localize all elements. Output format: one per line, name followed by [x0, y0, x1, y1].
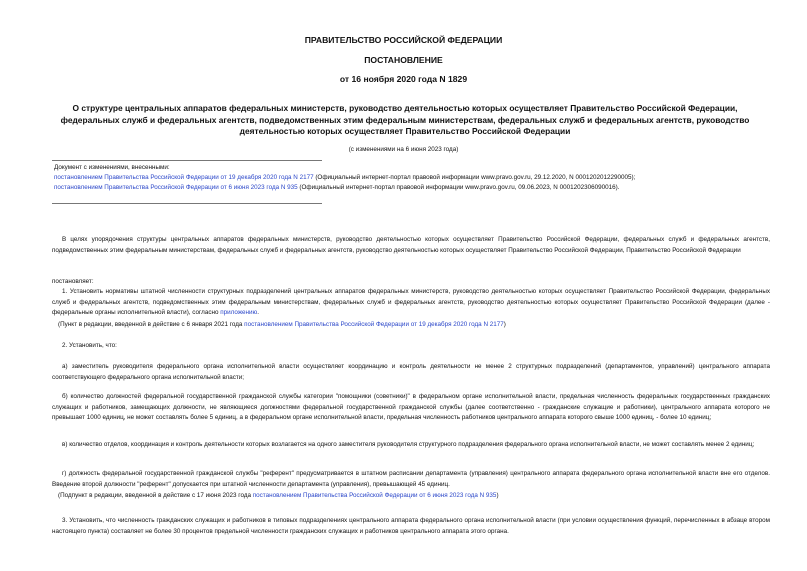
as-of-note: (с изменениями на 6 июня 2023 года) — [348, 146, 459, 153]
changes-item-1-text: (Официальный интернет-портал правовой информации www.pravo.gov.ru, 29.12.2020, N 0001202012290005); — [313, 174, 636, 181]
paragraph-2g-note-end: ) — [496, 492, 499, 499]
changes-item-2 — [54, 183, 774, 193]
paragraph-1-note-text: (Пункт в редакции, введенной в действие с 6 января 2021 года — [58, 321, 245, 328]
divider-top — [52, 160, 322, 161]
changes-item-1 — [54, 173, 774, 183]
paragraph-intro: В целях упорядочения структуры центральных аппаратов федеральных министерств, руководство деятельностью которых осуществляет Правительство Российской Федерации, федеральных служб и федеральных агентств, подведомственных этим федеральным министерствам, федеральных служб и федеральных агентств, руководство деятельностью которых осуществляет Правительство Российской Федерации, Правительство Российской Федерации — [52, 236, 770, 254]
paragraph-1-text: 1. Установить нормативы штатной численности структурных подразделений центральных аппаратов федеральных министерств, руководство деятельностью которых осуществляет Правительство Российской Федерации, федеральных служб и федеральных агентств, подведомственных этим федеральным министерствам, федеральных служб и федеральных агентств, руководство деятельностью которых осуществляет Правительство Российской Федерации (далее - федеральные органы исполнительной власти), согласно — [52, 288, 770, 316]
changes-item-2-link[interactable]: постановлением Правительства Российской Федерации от 6 июня 2023 года N 935 — [54, 184, 298, 191]
paragraph-2g: г) должность федеральной государственной гражданской службы "референт" предусматривается в штатном расписании департамента (управления) центрального аппарата федерального органа исполнительной власти вне его отделов. Введение второй должности "референт" допускается при штатной численности департамента (управления), превышающей 45 единиц. — [52, 470, 770, 488]
changes-item-2-text: (Официальный интернет-портал правовой информации www.pravo.gov.ru, 09.06.2023, N 0001202306090016). — [297, 184, 620, 191]
changes-item-1-link[interactable]: постановлением Правительства Российской Федерации от 19 декабря 2020 года N 2177 — [54, 174, 314, 181]
changes-intro: Документ с изменениями, внесенными: — [54, 164, 170, 171]
paragraph-postanovlyaet: постановляет: — [52, 278, 94, 285]
paragraph-2g-note-text: (Подпункт в редакции, введенной в действие с 17 июня 2023 года — [58, 492, 253, 499]
paragraph-1-note-end: ) — [503, 321, 506, 328]
paragraph-2g-note-link[interactable]: постановлением Правительства Российской Федерации от 6 июня 2023 года N 935 — [252, 492, 497, 499]
paragraph-1 — [52, 287, 770, 319]
government-heading: ПРАВИТЕЛЬСТВО РОССИЙСКОЙ ФЕДЕРАЦИИ — [304, 35, 503, 45]
paragraph-2: 2. Установить, что: — [62, 342, 117, 349]
paragraph-2a: а) заместитель руководителя федерального органа исполнительной власти осуществляет координацию и контроль деятельности не менее 2 структурных подразделений (департаментов, управлений) центрального аппарата соответствующего федерального органа исполнительной власти; — [52, 363, 770, 381]
appendix-link[interactable]: приложению — [220, 309, 258, 316]
paragraph-1-end: . — [257, 309, 260, 316]
paragraph-2g-note — [52, 491, 770, 502]
paragraph-2b: б) количество должностей федеральной государственной гражданской службы категории "помощники (советники)" в федеральном органе исполнительной власти, предельная численность федеральных государственных гражданских служащих и работников, замещающих должности, не являющиеся должностями федеральной государственной гражданской службы (далее соответственно - гражданские служащие и работники), центрального аппарата которого не превышает 1000 единиц, не может составлять более 5 единиц, а в федеральном органе исполнительной власти, предельная численность работников центрального аппарата которого свыше 1000 единиц, - более 10 единиц; — [52, 393, 770, 421]
document-title: О структуре центральных аппаратов федеральных министерств, руководство деятельностью которых осуществляет Правительство Российской Федерации, федеральных служб и федеральных агентств, подведомственных этим федеральным министерствам, федеральных служб и федеральных агентств, руководство деятельностью которых осуществляет Правительство Российской Федерации — [60, 103, 750, 136]
paragraph-2v: в) количество отделов, координация и контроль деятельности которых возлагается на одного заместителя руководителя структурного подразделения федерального органа исполнительной власти, не может составлять менее 2 единиц; — [62, 441, 755, 448]
divider-bottom — [52, 203, 322, 204]
doc-type-heading: ПОСТАНОВЛЕНИЕ — [364, 55, 443, 65]
paragraph-1-note-link[interactable]: постановлением Правительства Российской Федерации от 19 декабря 2020 года N 2177 — [244, 321, 504, 328]
date-number-heading: от 16 ноября 2020 года N 1829 — [339, 74, 468, 84]
paragraph-1-note — [52, 320, 770, 331]
paragraph-3: 3. Установить, что численность гражданских служащих и работников в типовых подразделениях центрального аппарата федерального органа исполнительной власти (при условии осуществления функций, перечисленных в абзаце втором настоящего пункта) составляет не более 30 процентов предельной численности гражданских служащих и работников центрального аппарата этого органа. — [52, 517, 770, 535]
